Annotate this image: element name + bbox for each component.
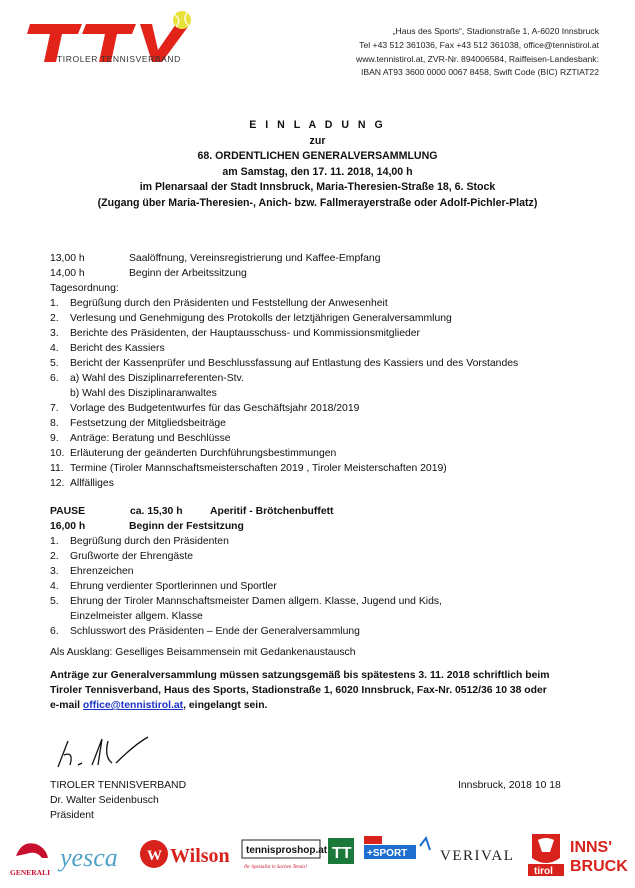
fest-text: Ehrung der Tiroler Mannschaftsmeister Damen allgem. Klasse, Jugend und Kids,: [70, 596, 442, 607]
fest-agenda-item: [50, 550, 193, 565]
agenda-number: 11.: [50, 463, 64, 474]
agenda-text: Berichte des Präsidenten, der Hauptausschuss- und Kommissionsmitglieder: [70, 328, 420, 339]
fest-text: Einzelmeister allgem. Klasse: [70, 611, 203, 622]
svg-text:+SPORT: +SPORT: [367, 848, 408, 859]
sport-logo: [364, 836, 430, 859]
event-date: am Samstag, den 17. 11. 2018, 14,00 h: [222, 165, 413, 178]
notice-line: Tiroler Tennisverband, Haus des Sports, Stadionstraße 1, 6020 Innsbruck, Fax-Nr. 0512/36 10 38 oder: [50, 685, 547, 696]
agenda-number: 3.: [50, 328, 59, 339]
innsbruck-logo: [570, 839, 628, 875]
svg-text:Wilson: Wilson: [170, 845, 230, 867]
agenda-number: 2.: [50, 313, 59, 324]
einladung-title: E I N L A D U N G: [249, 119, 386, 131]
place-date: Innsbruck, 2018 10 18: [458, 780, 561, 791]
fest-text: Grußworte der Ehrengäste: [70, 551, 194, 562]
fest-text: Begrüßung durch den Präsidenten: [70, 536, 229, 547]
agenda-item: [50, 387, 217, 402]
agenda-text: Allfälliges: [70, 478, 114, 489]
agenda-item: [50, 447, 336, 462]
agenda-item: [50, 327, 420, 342]
wilson-logo: [140, 840, 230, 868]
agenda-text: Vorlage des Budgetentwurfes für das Geschäftsjahr 2018/2019: [70, 403, 360, 414]
generali-logo: [10, 840, 54, 877]
logo-subtitle: TIROLER TENNISVERBAND: [57, 54, 181, 64]
fest-text: Schlusswort des Präsidenten – Ende der Generalversammlung: [70, 626, 360, 637]
invitation-heading: [0, 118, 635, 212]
agenda-text: Erläuterung der geänderten Durchführungsbestimmungen: [70, 448, 337, 459]
agenda-item: [50, 417, 226, 432]
festsitzung-text: Beginn der Festsitzung: [129, 521, 244, 532]
fest-number: 6.: [50, 626, 59, 637]
schedule-row: [50, 267, 247, 282]
sponsor-logos: [6, 828, 629, 883]
fest-number: 1.: [50, 536, 59, 547]
pause-row: [50, 505, 334, 520]
svg-text:INNS': INNS': [570, 839, 613, 856]
pause-time: ca. 15,30 h: [130, 506, 183, 517]
fest-agenda-item: [50, 580, 277, 595]
svg-text:TT: TT: [332, 845, 352, 862]
fest-agenda-item: [50, 595, 442, 610]
event-title: 68. ORDENTLICHEN GENERALVERSAMMLUNG: [197, 150, 438, 163]
pause-label: PAUSE: [50, 506, 86, 517]
event-place: im Plenarsaal der Stadt Innsbruck, Maria-Theresien-Straße 18, 6. Stock: [139, 181, 496, 194]
fest-number: 3.: [50, 566, 59, 577]
schedule-row: [50, 252, 380, 267]
pause-text: Aperitif - Brötchenbuffett: [210, 506, 334, 517]
fest-text: Ehrung verdienter Sportlerinnen und Sportler: [70, 581, 277, 592]
agenda-item: [50, 357, 518, 372]
notice-email-suffix: , eingelangt sein.: [183, 700, 268, 711]
yesca-logo: yesca: [60, 843, 118, 872]
address-line: „Haus des Sports“, Stadionstraße 1, A-6020 Innsbruck: [392, 26, 599, 36]
svg-text:tirol: tirol: [534, 866, 553, 877]
agenda-text: b) Wahl des Disziplinaranwaltes: [70, 388, 217, 399]
notice-line: Anträge zur Generalversammlung müssen satzungsgemäß bis spätestens 3. 11. 2018 schriftlich beim: [50, 670, 550, 681]
agenda-text: Festsetzung der Mitgliedsbeiträge: [70, 418, 226, 429]
agenda-item: [50, 297, 388, 312]
svg-text:BRUCK: BRUCK: [570, 858, 628, 875]
tt-logo: [328, 838, 354, 864]
agenda-number: 8.: [50, 418, 59, 429]
agenda-item: [50, 462, 447, 477]
agenda-item: [50, 477, 114, 492]
agenda-text: Begrüßung durch den Präsidenten und Feststellung der Anwesenheit: [70, 298, 388, 309]
fest-number: 4.: [50, 581, 59, 592]
fest-text: Ehrenzeichen: [70, 566, 134, 577]
address-line: Tel +43 512 361036, Fax +43 512 361038, office@tennistirol.at: [359, 39, 599, 50]
festsitzung-row: [50, 520, 244, 535]
fest-number: 5.: [50, 596, 59, 607]
address-line: IBAN AT93 3600 0000 0067 8458, Swift Code (BIC) RZTIAT22: [360, 67, 599, 78]
agenda-text: Bericht der Kassenprüfer und Beschlussfassung auf Entlastung des Kassiers und des Vorstandes: [70, 358, 519, 369]
fest-agenda-item: [50, 535, 229, 550]
agenda-item: [50, 432, 231, 447]
agenda-number: 1.: [50, 298, 59, 309]
agenda-item: [50, 372, 244, 387]
address-block: [259, 25, 599, 80]
agenda-number: 4.: [50, 343, 59, 354]
signature-org: TIROLER TENNISVERBAND: [50, 780, 187, 791]
tirol-logo: [528, 834, 564, 877]
agenda-label: Tagesordnung:: [50, 283, 119, 294]
signature-name: Dr. Walter Seidenbusch: [50, 795, 159, 806]
agenda-text: Verlesung und Genehmigung des Protokolls der letztjährigen Generalversammlung: [70, 313, 452, 324]
tennisproshop-logo: [242, 840, 328, 870]
agenda-item: [50, 312, 452, 327]
agenda-number: 10.: [50, 448, 65, 459]
agenda-text: Anträge: Beratung und Beschlüsse: [70, 433, 231, 444]
festsitzung-time: 16,00 h: [50, 521, 86, 532]
schedule-text: Saalöffnung, Vereinsregistrierung und Kaffee-Empfang: [129, 253, 381, 264]
svg-text:GENERALI: GENERALI: [10, 868, 51, 877]
email-link[interactable]: office@tennistirol.at: [82, 700, 184, 711]
schedule-time: 13,00 h: [50, 253, 85, 264]
schedule-time: 14,00 h: [50, 268, 85, 279]
agenda-text: Bericht des Kassiers: [70, 343, 165, 354]
schedule-text: Beginn der Arbeitssitzung: [129, 268, 247, 279]
svg-text:Ihr Spezialist in Sachen Tenni: Ihr Spezialist in Sachen Tennis!: [244, 865, 308, 870]
address-line: www.tennistirol.at, ZVR-Nr. 894006584, Raiffeisen-Landesbank:: [356, 53, 599, 64]
svg-text:W: W: [147, 848, 162, 864]
verival-logo: VERIVAL: [440, 848, 515, 864]
notice-line: [50, 699, 267, 714]
fest-agenda-item: [50, 565, 134, 580]
fest-agenda-item: [50, 610, 203, 625]
agenda-number: 9.: [50, 433, 59, 444]
fest-number: 2.: [50, 551, 59, 562]
agenda-number: 7.: [50, 403, 59, 414]
fest-agenda-item: [50, 625, 360, 640]
svg-text:tennisproshop.at: tennisproshop.at: [246, 845, 328, 856]
agenda-text: a) Wahl des Disziplinarreferenten-Stv.: [70, 373, 244, 384]
agenda-text: Termine (Tiroler Mannschaftsmeisterschaften 2019 , Tiroler Meisterschaften 2019): [70, 463, 447, 474]
agenda-item: [50, 342, 165, 357]
agenda-number: 6.: [50, 373, 59, 384]
zur-line: zur: [309, 134, 326, 147]
signature-role: Präsident: [50, 810, 94, 821]
agenda-number: 12.: [50, 478, 65, 489]
signature: [52, 735, 162, 773]
agenda-number: 5.: [50, 358, 59, 369]
agenda-item: [50, 402, 359, 417]
ausklang-line: Als Ausklang: Geselliges Beisammensein mit Gedankenaustausch: [50, 647, 356, 658]
event-access: (Zugang über Maria-Theresien-, Anich- bzw. Fallmerayerstraße oder Adolf-Pichler-Platz): [97, 196, 538, 209]
notice-email-prefix: e-mail: [50, 700, 83, 711]
